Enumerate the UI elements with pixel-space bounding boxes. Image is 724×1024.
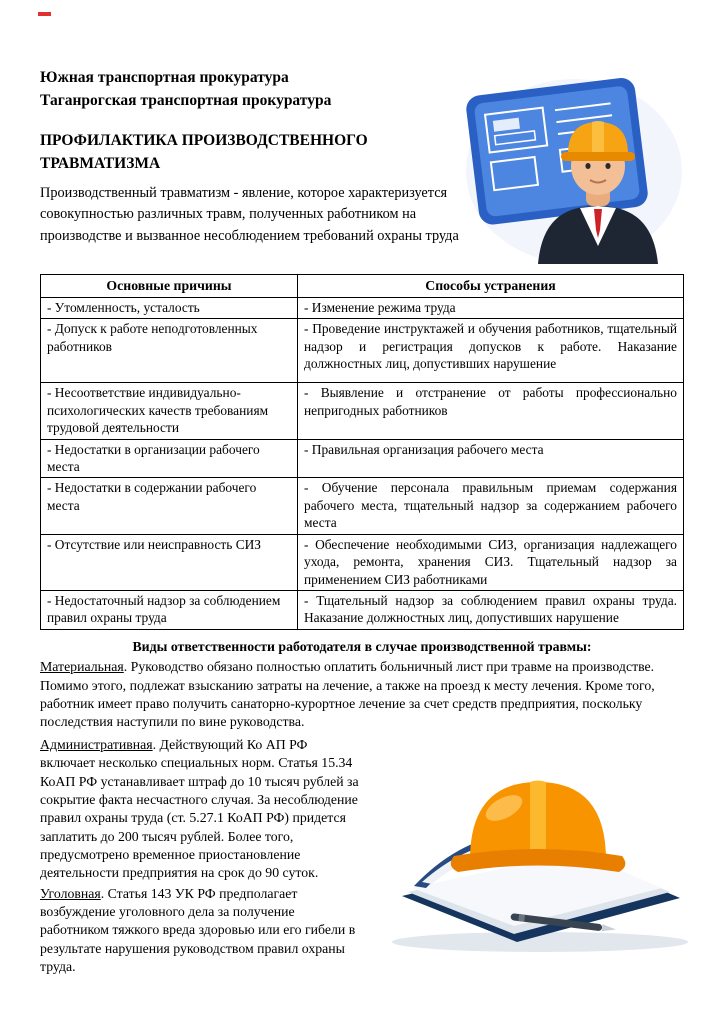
engineer-icon [464, 66, 700, 264]
cause-cell: - Допуск к работе неподготовленных работников [41, 319, 298, 383]
cause-cell: - Утомленность, усталость [41, 297, 298, 318]
table-row [41, 319, 684, 383]
causes-remedies-table [40, 274, 684, 630]
org-line-2: Таганрогская транспортная прокуратура [40, 92, 332, 110]
page-title: ПРОФИЛАКТИКА ПРОИЗВОДСТВЕННОГО ТРАВМАТИЗМА [40, 131, 368, 172]
liability-term-underlined: Уголовная [40, 885, 101, 901]
table-row [41, 297, 684, 318]
liability-paragraph-administrative [40, 736, 362, 883]
org-line-1: Южная транспортная прокуратура [40, 69, 289, 86]
top-section [40, 66, 684, 264]
liability-body-text: . Руководство обязано полностью оплатить больничный лист при травме на производстве. Помимо этого, подлежат взысканию затраты на лечение, а также на проезд к месту лечения. Кроме того, работник имеет право получить санаторно-курортное лечение за счет средств предприятия, поскольку последствия наступили по вине руководства. [40, 659, 655, 730]
remedy-cell: - Изменение режима труда [298, 297, 684, 318]
bottom-left-text [40, 734, 362, 976]
liability-term-underlined: Административная [40, 736, 153, 752]
table-row [41, 383, 684, 439]
column-header-causes: Основные причины [41, 275, 298, 298]
liability-heading: Виды ответственности работодателя в случае производственной травмы: [132, 638, 592, 654]
cause-cell: - Отсутствие или неисправность СИЗ [41, 534, 298, 590]
hardhat-icon [451, 780, 626, 872]
bottom-section [40, 734, 684, 976]
red-corner-mark [38, 12, 51, 16]
table-row [41, 534, 684, 590]
liability-paragraph-criminal [40, 885, 362, 977]
hardhat-book-illustration [362, 734, 692, 976]
remedy-cell: - Обеспечение необходимыми СИЗ, организация надлежащего ухода, ремонта, хранения СИЗ. Тщательный надзор за применением СИЗ работниками [298, 534, 684, 590]
remedy-cell: - Тщательный надзор за соблюдением правил охраны труда. Наказание должностных лиц, допустивших нарушение [298, 590, 684, 629]
cause-cell: - Недостатки в содержании рабочего места [41, 478, 298, 534]
engineer-illustration [464, 66, 700, 264]
remedy-cell: - Выявление и отстранение от работы профессионально непригодных работников [298, 383, 684, 439]
remedy-cell: - Обучение персонала правильным приемам содержания рабочего места, тщательный надзор за содержанием рабочего места [298, 478, 684, 534]
hardhat-book-icon [362, 744, 692, 956]
table-row [41, 439, 684, 478]
table-row [41, 590, 684, 629]
column-header-remedies: Способы устранения [298, 275, 684, 298]
liability-term-underlined: Материальная [40, 659, 124, 675]
cause-cell: - Недостаточный надзор за соблюдением правил охраны труда [41, 590, 298, 629]
table-row [41, 478, 684, 534]
cause-cell: - Недостатки в организации рабочего места [41, 439, 298, 478]
remedy-cell: - Правильная организация рабочего места [298, 439, 684, 478]
liability-body-text: . Статья 143 УК РФ предполагает возбуждение уголовного дела за получение работником тяжкого вреда здоровью или его гибели в результате нарушения руководством правил охраны труда. [40, 885, 356, 974]
liability-body-text: . Действующий Ко АП РФ включает несколько специальных норм. Статья 15.34 КоАП РФ устанавливает штраф до 10 тысяч рублей за сокрытие факта несчастного случая. За несоблюдение правил охраны труда (ст. 5.27.1 КоАП РФ) придется заплатить до 200 тысяч рублей. Более того, предусмотрено временное приостановление деятельности предприятия на срок до 90 суток. [40, 736, 359, 881]
top-left-text [40, 66, 464, 264]
remedy-cell: - Проведение инструктажей и обучения работников, тщательный надзор и регистрация допусков к работе. Наказание должностных лиц, допустивших нарушение [298, 319, 684, 383]
cause-cell: - Несоответствие индивидуально-психологических качеств требованиям трудовой деятельности [41, 383, 298, 439]
table-header-row [41, 275, 684, 298]
liability-paragraph-material [40, 658, 684, 731]
intro-paragraph: Производственный травматизм - явление, которое характеризуется совокупностью различных травм, полученных работником на производстве и вызванное несоблюдением требований охраны труда [40, 185, 459, 244]
